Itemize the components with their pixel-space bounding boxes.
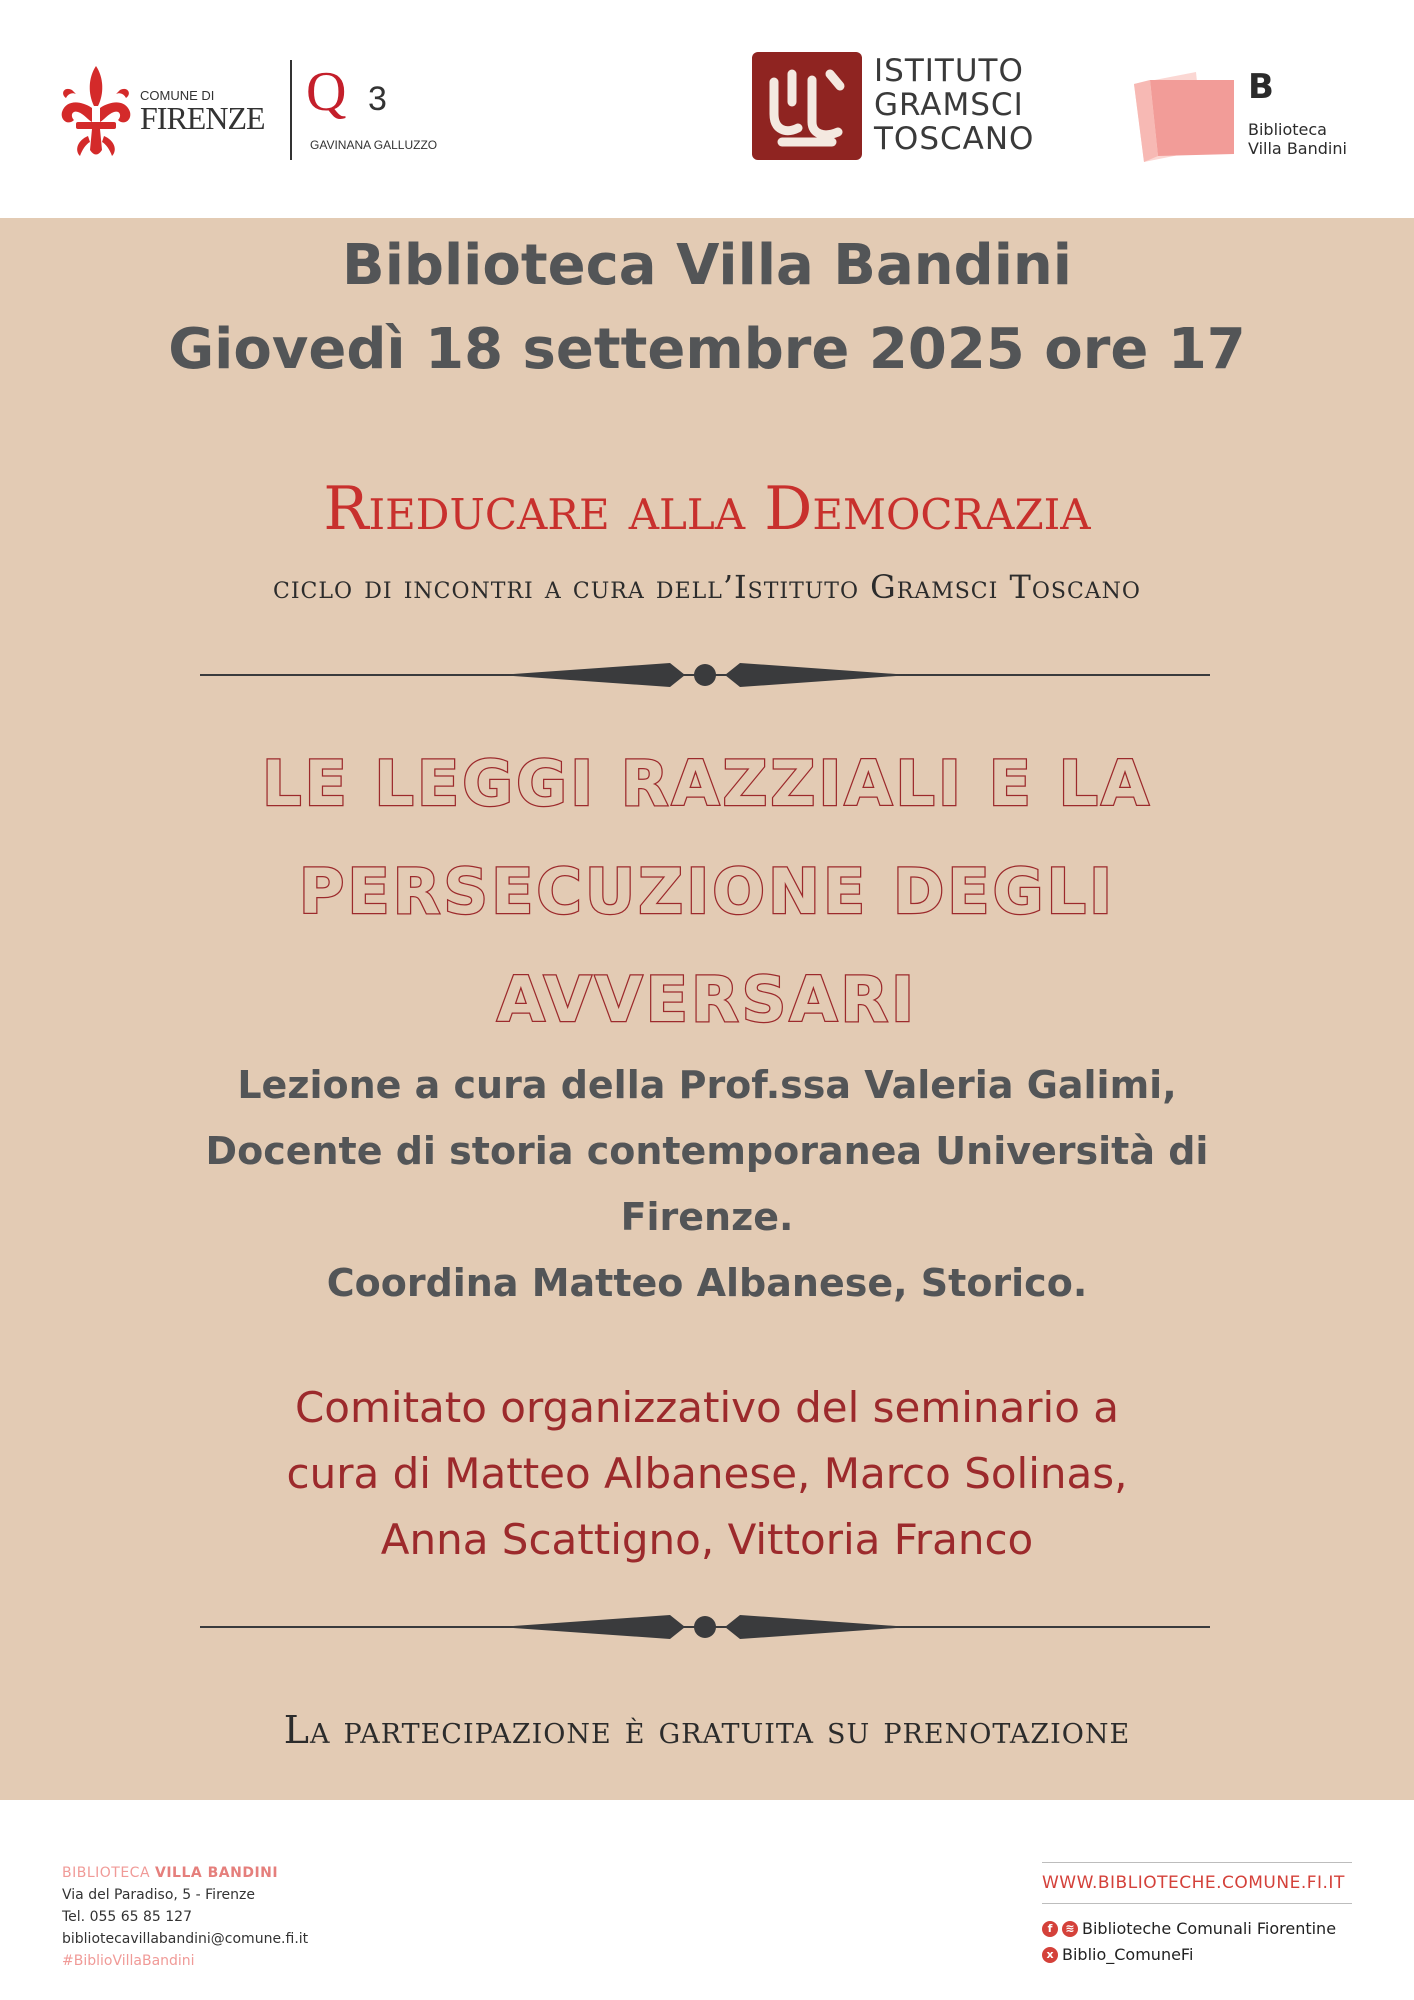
venue-datetime (0, 224, 1414, 392)
bandini-book-icon (1130, 72, 1238, 164)
logo-separator (290, 60, 292, 160)
participation-note: La partecipazione è gratuita su prenotazione (283, 1708, 1131, 1752)
header (0, 0, 1414, 218)
footer-links (1042, 1862, 1352, 1968)
venue: Biblioteca Villa Bandini (342, 233, 1072, 298)
bandini-b-letter: B (1248, 67, 1274, 107)
spotify-icon: ≋ (1062, 1921, 1078, 1937)
logo-biblioteca-villa-bandini (1130, 67, 1380, 170)
gramsci-line-1: ISTITUTO (874, 53, 1024, 89)
q3-letter: Q (306, 61, 347, 123)
footer-hashtag: #BiblioVillaBandini (62, 1953, 195, 1969)
footer-address: Via del Paradiso, 5 - Firenze (62, 1887, 255, 1903)
ornament-divider-icon (200, 1607, 1210, 1647)
social-x-label: Biblio_ComuneFi (1062, 1945, 1194, 1964)
footer-email[interactable]: bibliotecavillabandini@comune.fi.it (62, 1931, 309, 1947)
footer-phone: Tel. 055 65 85 127 (62, 1909, 192, 1925)
firenze-label: FIRENZE (140, 100, 265, 136)
comune-di-label: COMUNE DI (140, 88, 215, 103)
speaker-line-2: Docente di storia contemporanea Università di (205, 1129, 1209, 1173)
fleur-de-lis-icon (58, 60, 134, 160)
series-title: Rieducare alla Democrazia (323, 474, 1091, 544)
gramsci-line-2: GRAMSCI (874, 87, 1024, 123)
facebook-icon: f (1042, 1921, 1058, 1937)
series-subtitle: ciclo di incontri a cura dell’Istituto Gramsci Toscano (273, 568, 1141, 606)
committee-line-2: cura di Matteo Albanese, Marco Solinas, (286, 1449, 1128, 1498)
footer-brand-prefix: BIBLIOTECA (62, 1865, 151, 1881)
speaker-line-1: Lezione a cura della Prof.ssa Valeria Galimi, (237, 1063, 1177, 1107)
speaker-info (0, 1052, 1414, 1316)
footer-brand-name: VILLA BANDINI (155, 1865, 279, 1881)
gramsci-line-3: TOSCANO (874, 121, 1035, 157)
lecture-title-line-1: LE LEGGI RAZZIALI E LA (261, 747, 1152, 820)
footer-rule-bottom (1042, 1903, 1352, 1904)
lecture-title-line-3: AVVERSARI (496, 963, 918, 1036)
logo-comune-firenze (58, 60, 438, 164)
speaker-line-3: Firenze. (620, 1195, 794, 1239)
bandini-line-2: Villa Bandini (1248, 139, 1347, 158)
lecture-title-line-2: PERSECUZIONE DEGLI (298, 855, 1116, 928)
footer-contacts (62, 1862, 308, 1972)
speaker-line-4: Coordina Matteo Albanese, Storico. (326, 1261, 1088, 1305)
gramsci-seal-icon (752, 52, 862, 160)
social-facebook-spotify[interactable] (1042, 1916, 1352, 1942)
social-facebook-spotify-label: Biblioteche Comunali Fiorentine (1082, 1919, 1337, 1938)
social-x[interactable] (1042, 1942, 1352, 1968)
committee-line-1: Comitato organizzativo del seminario a (294, 1383, 1119, 1432)
bandini-line-1: Biblioteca (1248, 120, 1327, 139)
quartiere-label: GAVINANA GALLUZZO (310, 138, 438, 152)
website-link[interactable]: WWW.BIBLIOTECHE.COMUNE.FI.IT (1042, 1873, 1345, 1893)
q3-number: 3 (368, 80, 387, 118)
gramsci-wordmark (874, 54, 1034, 156)
x-icon: x (1042, 1947, 1058, 1963)
event-datetime: Giovedì 18 settembre 2025 ore 17 (168, 317, 1246, 382)
footer-brand (62, 1862, 308, 1884)
committee-info (0, 1375, 1414, 1573)
committee-line-3: Anna Scattigno, Vittoria Franco (380, 1515, 1034, 1564)
ornament-divider-icon (200, 655, 1210, 695)
lecture-title (0, 730, 1414, 1054)
bandini-wordmark (1248, 120, 1347, 158)
logo-istituto-gramsci (752, 52, 1052, 162)
